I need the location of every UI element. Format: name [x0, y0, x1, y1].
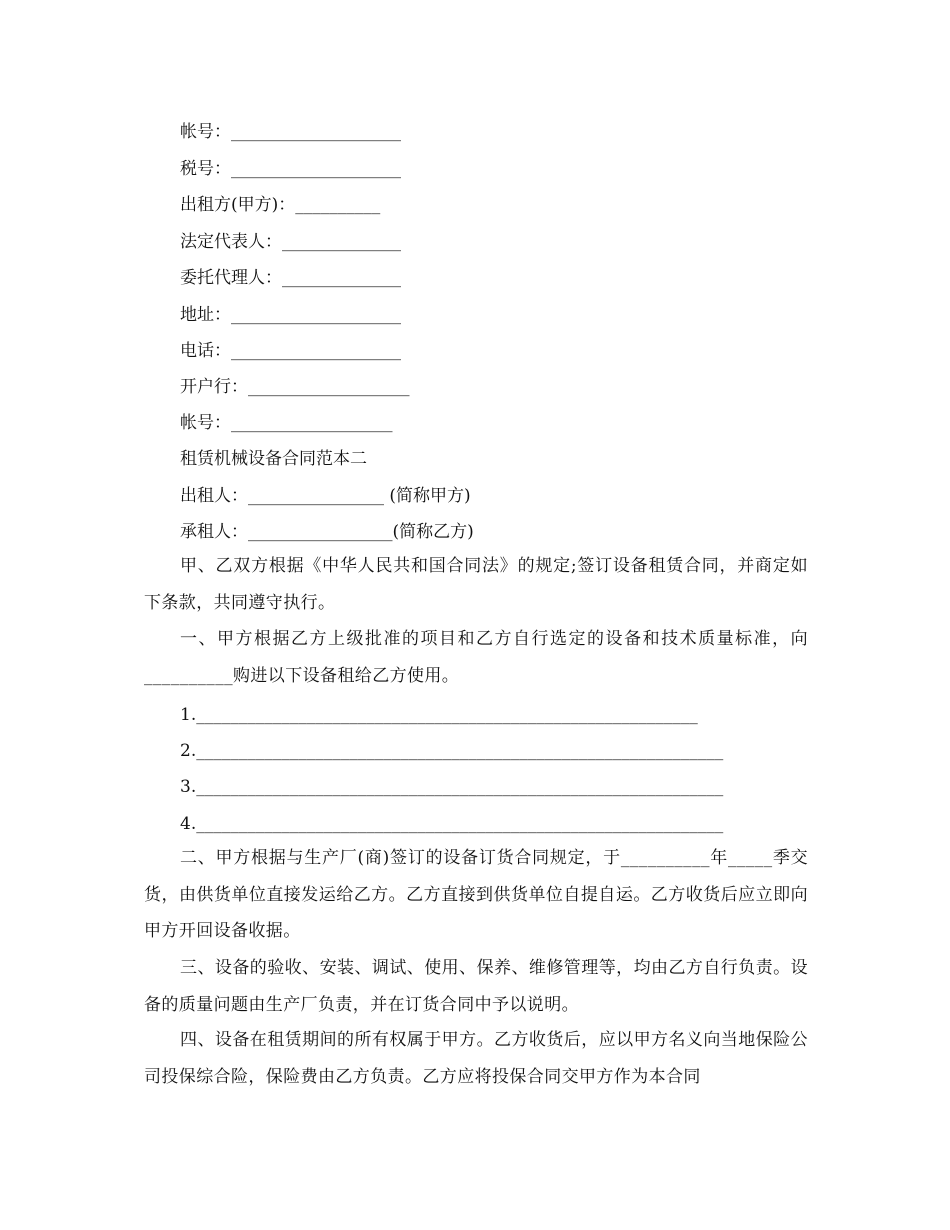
clause-3-paragraph: 三、设备的验收、安装、调试、使用、保养、维修管理等，均由乙方自行负责。设备的质量问题由生产厂负责，并在订货合同中予以说明。 [144, 958, 808, 1015]
party-a-account-line: 帐号：___________________ [180, 413, 393, 433]
clause-4-paragraph: 四、设备在租赁期间的所有权属于甲方。乙方收货后，应以甲方名义向当地保险公司投保综合险，保险费由乙方负责。乙方应将投保合同交甲方作为本合同 [144, 1030, 808, 1087]
intro-paragraph: 甲、乙双方根据《中华人民共和国合同法》的规定;签订设备租赁合同，并商定如下条款，共同遵守执行。 [144, 556, 808, 613]
contract-title: 租赁机械设备合同范本二 [180, 449, 367, 469]
lessor-line: 出租人：________________ (简称甲方) [180, 486, 471, 506]
lessee-line: 承租人：_________________(简称乙方) [180, 522, 474, 542]
equipment-item-1: 1.___________________________________________________________ [180, 705, 698, 725]
authorized-agent-line: 委托代理人：______________ [180, 268, 401, 288]
equipment-item-3: 3.______________________________________________________________ [180, 777, 724, 797]
lessor-party-a-line: 出租方(甲方)：__________ [180, 195, 381, 215]
equipment-item-2: 2.______________________________________________________________ [180, 741, 724, 761]
bank-line: 开户行：___________________ [180, 377, 410, 397]
equipment-item-4: 4.______________________________________________________________ [180, 814, 724, 834]
party-b-account-line: 帐号：____________________ [180, 122, 401, 142]
address-line: 地址：____________________ [180, 305, 401, 325]
clause-2-paragraph: 二、甲方根据与生产厂(商)签订的设备订货合同规定，于__________年_____季交货，由供货单位直接发运给乙方。乙方直接到供货单位自提自运。乙方收货后应立即向甲方开回设备收据。 [144, 848, 808, 941]
legal-representative-line: 法定代表人：______________ [180, 232, 401, 252]
party-b-tax-id-line: 税号：____________________ [180, 159, 401, 179]
clause-1-paragraph: 一、甲方根据乙方上级批准的项目和乙方自行选定的设备和技术质量标准，向__________购进以下设备租给乙方使用。 [144, 629, 808, 686]
phone-line: 电话：____________________ [180, 341, 401, 361]
